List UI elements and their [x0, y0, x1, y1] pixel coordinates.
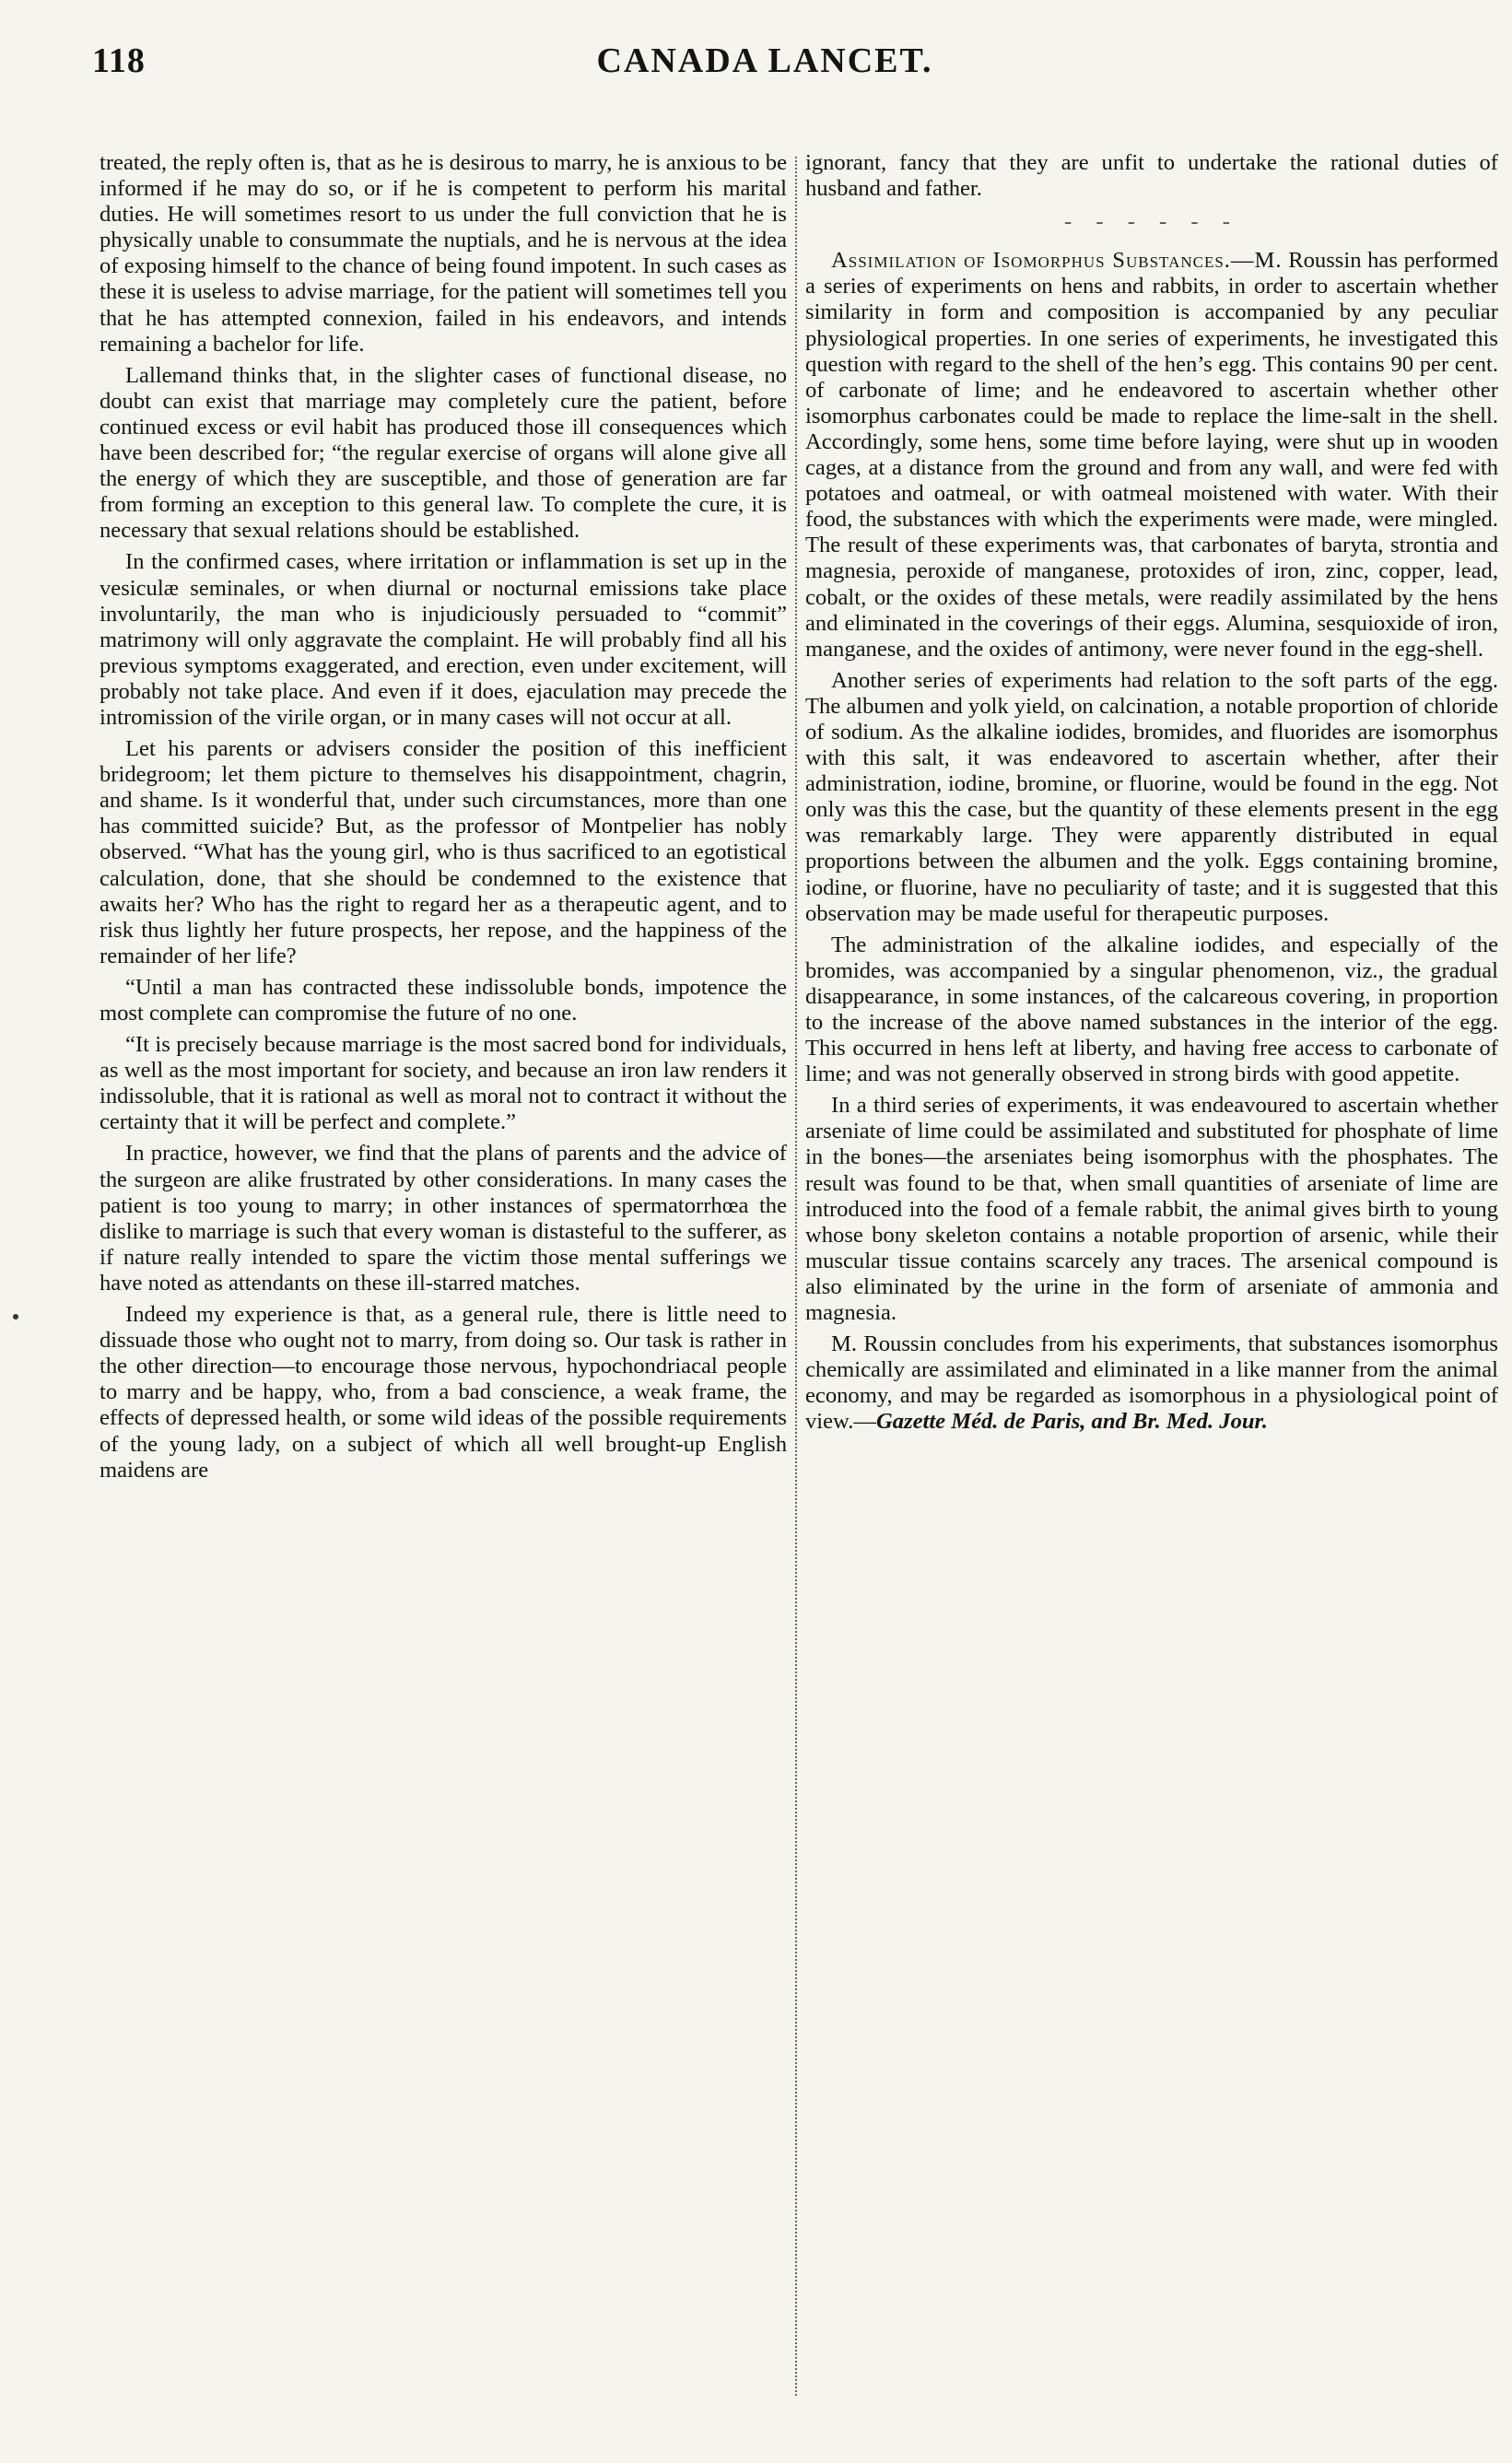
paragraph: ignorant, fancy that they are unfit to undertake the rational duties of husband and father.	[805, 150, 1498, 202]
right-column	[805, 150, 1498, 2398]
paragraph: “It is precisely because marriage is the most sacred bond for individuals, as well as the most important for society, and because an iron law renders it indissoluble, that it is rational as well as moral not to contract it without the certainty that it will be perfect and complete.”	[100, 1032, 787, 1135]
paragraph: Let his parents or advisers consider the position of this inefficient bridegroom; let them picture to themselves his disappointment, chagrin, and shame. Is it wonderful that, under such circumstances, more than one has committed suicide? But, as the professor of Montpelier has nobly observed. “What has the young girl, who is thus sacrificed to an egotistical calculation, done, that she should be condemned to the existence that awaits her? Who has the right to regard her as a therapeutic agent, and to risk thus lightly her future prospects, her repose, and the happiness of the remainder of her life?	[100, 736, 787, 968]
paragraph: treated, the reply often is, that as he is desirous to marry, he is anxious to be informed if he may do so, or if he is competent to perform his marital duties. He will sometimes resort to us under the full conviction that he is physically unable to consummate the nuptials, and he is nervous at the idea of exposing himself to the chance of being found impotent. In such cases as these it is useless to advise marriage, for the patient will sometimes tell you that he has attempted connexion, failed in his endeavors, and intends remaining a bachelor for life.	[100, 150, 787, 357]
paragraph: In practice, however, we find that the plans of parents and the advice of the surgeon are alike frustrated by other considerations. In many cases the patient is too young to marry; in other instances of spermatorrhœa the dislike to marriage is such that every woman is distasteful to the sufferer, as if nature really intended to spare the victim those mental sufferings we have noted as attendants on these ill-starred matches.	[100, 1141, 787, 1296]
margin-dot	[13, 1314, 18, 1319]
closing-paragraph	[805, 1331, 1498, 1435]
paragraph: Lallemand thinks that, in the slighter cases of functional disease, no doubt can exist that marriage may completely cure the patient, before continued excess or evil habit has produced those ill consequences which have been described for; “the regular exercise of organs will alone give all the energy of which they are susceptible, and those of generation are far from forming an exception to this general law. To complete the cure, it is necessary that sexual relations should be established.	[100, 362, 787, 544]
paragraph: In the confirmed cases, where irritation or inflammation is set up in the vesiculæ seminales, or when diurnal or nocturnal emissions take place involuntarily, the man who is injudiciously persuaded to “commit” matrimony will only aggravate the complaint. He will probably find all his previous symptoms exaggerated, and erection, even under excitement, will probably not take place. And even if it does, ejaculation may precede the intromission of the virile organ, or in many cases will not occur at all.	[100, 549, 787, 730]
paragraph: Another series of experiments had relation to the soft parts of the egg. The albumen and yolk yield, on calcination, a notable proportion of chloride of sodium. As the alkaline iodides, bromides, and fluorides are isomorphus with this salt, it was endeavored to ascertain whether, after their administration, iodine, bromine, or fluorine, would be found in the egg. Not only was this the case, but the quantity of these elements present in the egg was remarkably large. They were apparently distributed in equal proportions between the albumen and the yolk. Eggs containing bromine, iodine, or fluorine, have no peculiarity of taste; and it is suggested that this observation may be made useful for therapeutic purposes.	[805, 667, 1498, 926]
source-citation: Gazette Méd. de Paris, and Br. Med. Jour.	[875, 1409, 1268, 1435]
left-column	[100, 150, 787, 2398]
running-head: CANADA LANCET.	[596, 41, 933, 80]
article-title: Assimilation of Isomorphus Substances.—M.	[831, 248, 1283, 274]
paragraph: Indeed my experience is that, as a general rule, there is little need to dissuade those who ought not to marry, from doing so. Our task is rather in the other direction—to encourage those nervous, hypochondriacal people to marry and be happy, who, from a bad conscience, a weak frame, the effects of depressed health, or some wild ideas of the possible requirements of the young lady, on a subject of which all well brought-up English maidens are	[100, 1302, 787, 1483]
page-number: 118	[92, 41, 146, 80]
article-lead	[805, 248, 1498, 663]
paragraph: In a third series of experiments, it was endeavoured to ascertain whether arseniate of lime could be assimilated and substituted for phosphate of lime in the bones—the arseniates being isomorphus with the phosphates. The result was found to be that, when small quantities of arseniate of lime are introduced into the food of a female rabbit, the animal gives birth to young whose bony skeleton contains a notable proportion of arsenic, while their muscular tissue contains scarcely any traces. The arsenical compound is also eliminated by the urine in the form of arseniate of ammonia and magnesia.	[805, 1093, 1498, 1326]
paragraph: The administration of the alkaline iodides, and especially of the bromides, was accompanied by a singular phenomenon, viz., the gradual disappearance, in some instances, of the calcareous covering, in proportion to the increase of the above named substances in the interior of the egg. This occurred in hens left at liberty, and having free access to carbonate of lime; and was not generally observed in strong birds with good appetite.	[805, 932, 1498, 1087]
page-header	[92, 41, 1437, 92]
section-separator: - - - - - -	[1064, 209, 1239, 235]
column-divider	[795, 157, 797, 2396]
paragraph: “Until a man has contracted these indissoluble bonds, impotence the most complete can compromise the future of no one.	[100, 974, 787, 1026]
article-lead-text: Roussin has performed a series of experiments on hens and rabbits, in order to ascertain whether similarity in form and composition is accompanied by any peculiar physiological properties. In one series of experiments, he investigated this question with regard to the shell of the hen’s egg. This contains 90 per cent. of carbonate of lime; and he endeavored to ascertain whether other isomorphus carbonates could be made to replace the lime-salt in the shell. Accordingly, some hens, some time before laying, were shut up in wooden cages, at a distance from the ground and from any wall, and were fed with potatoes and oatmeal, or with oatmeal moistened with water. With their food, the substances with which the experiments were made, were mingled. The result of these experiments was, that carbonates of baryta, strontia and magnesia, peroxide of manganese, protoxides of iron, zinc, copper, lead, cobalt, or the oxides of these metals, were readily assimilated by the hens and eliminated in the coverings of their eggs. Alumina, sesquioxide of iron, manganese, and the oxides of antimony, were never found in the egg-shell.	[805, 248, 1498, 662]
closing-text: M. Roussin concludes from his experiments, that substances isomorphus chemically are assimilated and eliminated in a like manner from the animal economy, and may be regarded as isomorphous in a physiological point of view.—	[805, 1331, 1498, 1435]
